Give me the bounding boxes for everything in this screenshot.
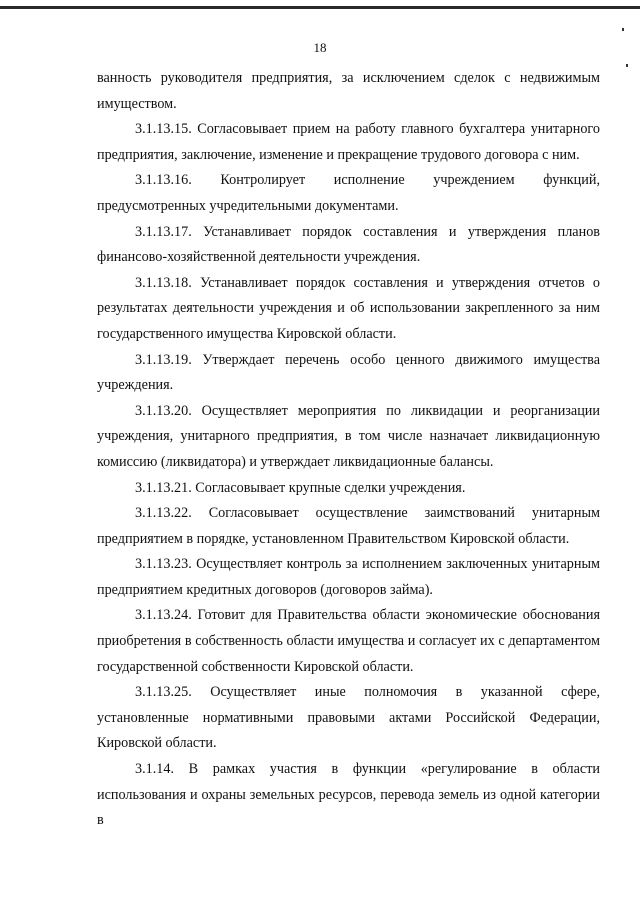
- paragraph-3-1-13-20: 3.1.13.20. Осуществляет мероприятия по ликвидации и реорганизации учреждения, унитарного предприятия, в том числе назначает ликвидационную комиссию (ликвидатора) и утверждает ликвидационные балансы.: [97, 402, 600, 470]
- scan-speck: [622, 28, 624, 31]
- page-number: 18: [313, 40, 327, 55]
- paragraph-3-1-13-24: 3.1.13.24. Готовит для Правительства области экономические обоснования приобретения в собственность области имущества и согласует их с департаментом государственной собственности Кировской области.: [97, 607, 600, 675]
- paragraph-3-1-14: 3.1.14. В рамках участия в функции «регулирование в области использования и охраны земельных ресурсов, перевода земель из одной категории в: [97, 761, 600, 829]
- paragraph-3-1-13-17: 3.1.13.17. Устанавливает порядок составления и утверждения планов финансово-хозяйственной деятельности учреждения.: [97, 223, 600, 266]
- paragraph-3-1-13-23: 3.1.13.23. Осуществляет контроль за исполнением заключенных унитарным предприятием кредитных договоров (договоров займа).: [97, 556, 600, 598]
- paragraph-3-1-13-22: 3.1.13.22. Согласовывает осуществление заимствований унитарным предприятием в порядке, установленном Правительством Кировской области.: [97, 505, 600, 547]
- scan-speck: [626, 64, 628, 67]
- scan-top-border: [0, 6, 640, 9]
- paragraph-3-1-13-21: 3.1.13.21. Согласовывает крупные сделки учреждения.: [135, 479, 466, 496]
- paragraph-3-1-13-15: 3.1.13.15. Согласовывает прием на работу главного бухгалтера унитарного предприятия, заключение, изменение и прекращение трудового договора с ним.: [97, 121, 600, 163]
- document-body: [97, 66, 600, 834]
- paragraph-continuation: ванность руководителя предприятия, за исключением сделок с недвижимым имуществом.: [97, 70, 600, 112]
- paragraph-3-1-13-16: 3.1.13.16. Контролирует исполнение учреждением функций, предусмотренных учредительными документами.: [97, 172, 600, 214]
- paragraph-3-1-13-19: 3.1.13.19. Утверждает перечень особо ценного движимого имущества учреждения.: [97, 351, 600, 394]
- paragraph-3-1-13-18: 3.1.13.18. Устанавливает порядок составления и утверждения отчетов о результатах деятельности учреждения и об использовании закрепленного за ним государственного имущества Кировской области.: [97, 274, 600, 342]
- paragraph-3-1-13-25: 3.1.13.25. Осуществляет иные полномочия в указанной сфере, установленные нормативными правовыми актами Российской Федерации, Кировской области.: [97, 684, 600, 752]
